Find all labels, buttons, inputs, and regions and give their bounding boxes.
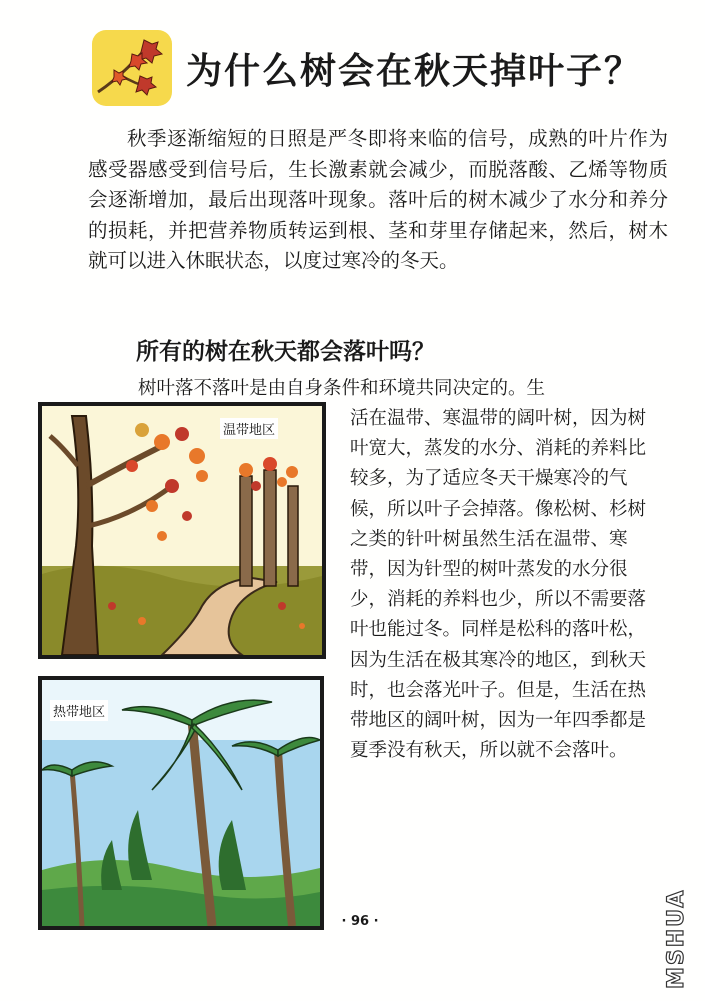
section-first-line: 树叶落不落叶是由自身条件和环境共同决定的。生 [138, 378, 546, 399]
tropical-region-label: 热带地区 [50, 700, 108, 721]
section-body-paragraph: 活在温带、寒温带的阔叶树，因为树叶宽大，蒸发的水分、消耗的养料比较多，为了适应冬天干燥寒冷的气候，所以叶子会掉落。像松树、杉树之类的针叶树虽然生活在温带、寒带，因为针型的树叶蒸发的水分很少，消耗的养料也少，所以不需要落叶也能过冬。同样是松科的落叶松，因为生活在极其寒冷的地区，到秋天时，也会落光叶子。但是，生活在热带地区的阔叶树，因为一年四季都是夏季没有秋天，所以就不会落叶。 [350, 408, 647, 762]
temperate-forest-illustration [38, 402, 326, 659]
page-title: 为什么树会在秋天掉叶子？ [186, 51, 643, 92]
temperate-region-label: 温带地区 [220, 418, 278, 439]
section-heading: 所有的树在秋天都会落叶吗？ [136, 339, 435, 365]
tropical-forest-illustration [38, 676, 324, 930]
intro-paragraph: 秋季逐渐缩短的日照是严冬即将来临的信号，成熟的叶片作为感受器感受到信号后，生长激素就会减少，而脱落酸、乙烯等物质会逐渐增加，最后出现落叶现象。落叶后的树木减少了水分和养分的损耗，并把营养物质转运到根、茎和芽里存储起来，然后，树木就可以进入休眠状态，以度过寒冷的冬天。 [88, 127, 668, 272]
autumn-leaf-icon [92, 30, 172, 106]
watermark-logo: MSHUA [664, 888, 689, 990]
page-number: · 96 · [341, 914, 379, 929]
